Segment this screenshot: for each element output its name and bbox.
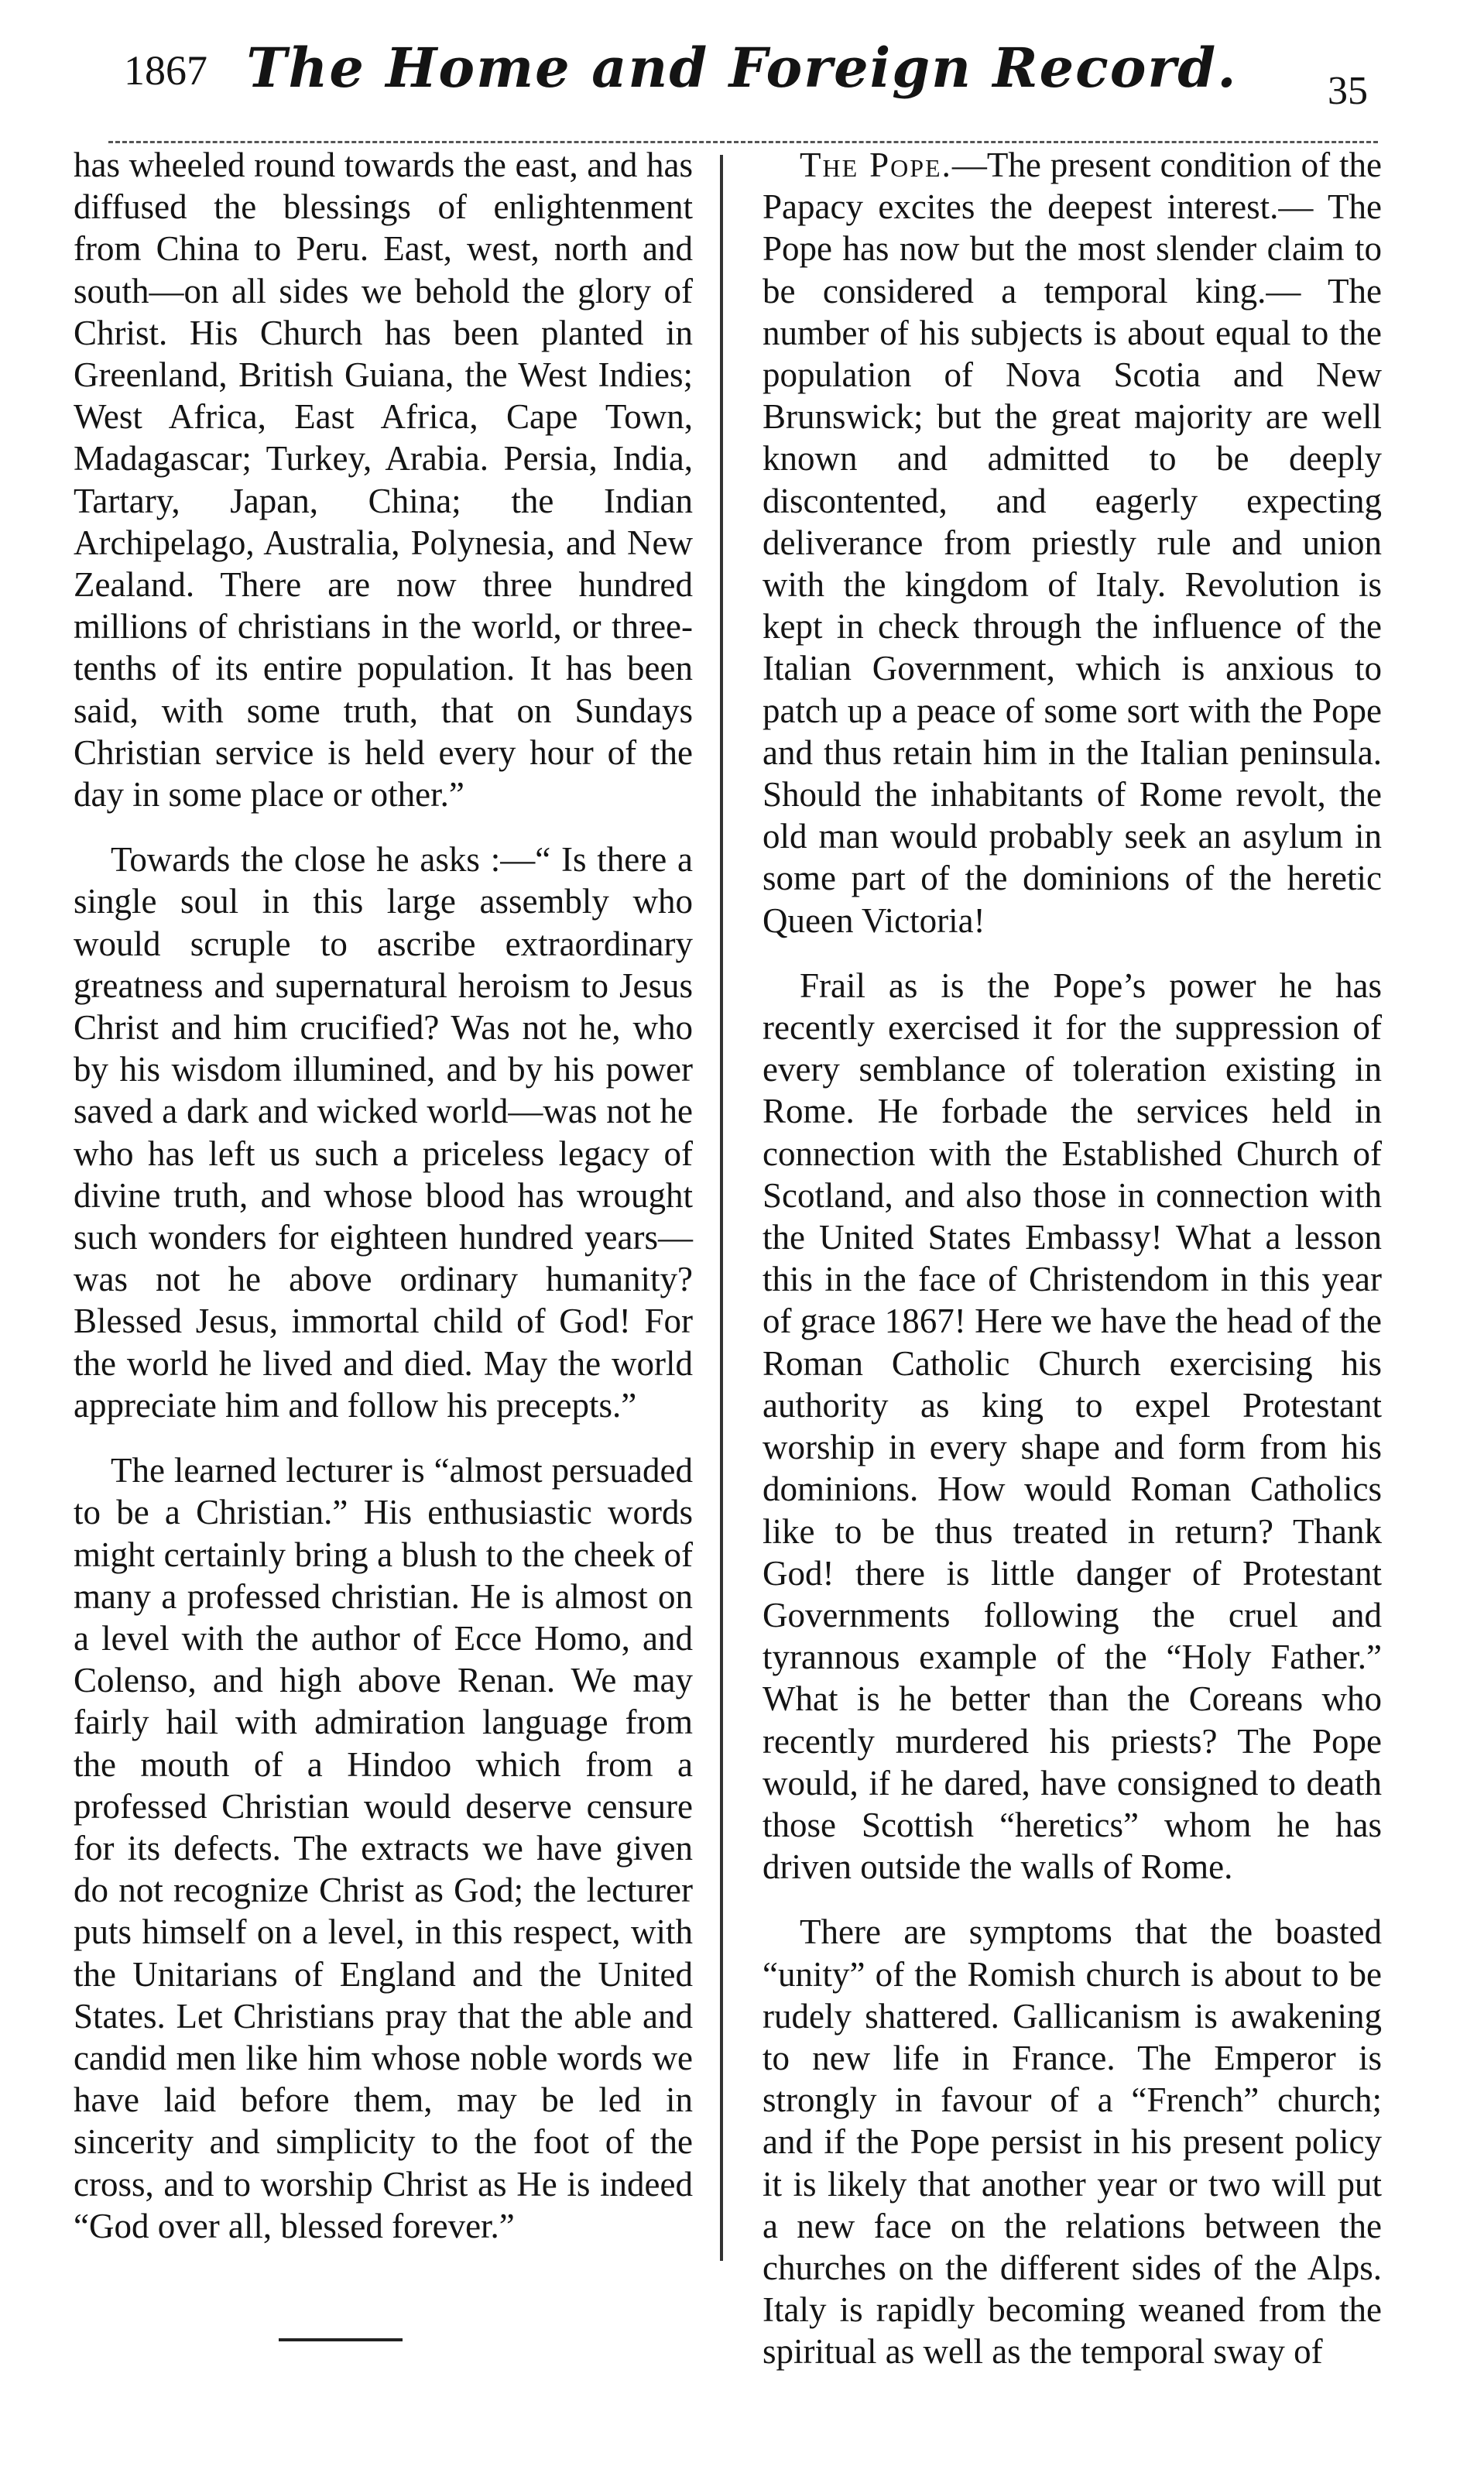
column-divider — [720, 155, 723, 2261]
article-end-rule — [279, 2338, 403, 2341]
left-paragraph-1: has wheeled round towards the east, and has diffused the blessings of enlightenment from China to Peru. East, west, north and south—on all sides we behold the glory of Christ. His Church has been planted in Greenland, British Guiana, the West Indies; West Africa, East Africa, Cape Town, Madagascar; Turkey, Arabia. Persia, India, Tartary, Japan, China; the Indian Archipelago, Australia, Polynesia, and New Zealand. There are now three hundred millions of christians in the world, or three-tenths of its entire population. It has been said, with some truth, that on Sundays Christian service is held every hour of the day in some place or other.” — [74, 146, 693, 815]
right-paragraph-1-text: —The present condition of the Papacy excites the deepest interest.— The Pope has now but the most slender claim to be considered a temporal king.— The number of his subjects is about equal to the population of Nova Scotia and New Brunswick; but the great majority are well known and admitted to be deeply discontented, and eagerly expecting deliverance from priestly rule and union with the kingdom of Italy. Revolution is kept in check through the influence of the Italian Government, which is anxious to patch up a peace of some sort with the Pope and thus retain him in the Italian peninsula. Should the inhabitants of Rome revolt, the old man would probably seek an asylum in some part of the dominions of the heretic Queen Victoria! — [763, 146, 1382, 940]
header-rule — [108, 141, 1378, 143]
left-paragraph-2: Towards the close he asks :—“ Is there a single soul in this large assembly who would scruple to ascribe extraordinary greatness and supernatural heroism to Jesus Christ and him crucified? Was not he, who by his wisdom illumined, and by his power saved a dark and wicked world—was not he who has left us such a priceless legacy of divine truth, and whose blood has wrought such wonders for eighteen hundred years—was not he above ordinary humanity? Blessed Jesus, immortal child of God! For the world he lived and died. May the world appreciate him and follow his precepts.” — [74, 840, 693, 1425]
page-number: 35 — [1328, 69, 1368, 113]
right-paragraph-2: Frail as is the Pope’s power he has recently exercised it for the suppression of every semblance of toleration existing in Rome. He forbade the services held in connection with the Established Church of Scotland, and also those in connection with the United States Embassy! What a lesson this in the face of Christendom in this year of grace 1867! Here we have the head of the Roman Catholic Church exercising his authority as king to expel Protestant worship in every shape and form from his dominions. How would Roman Catholics like to be thus treated in return? Thank God! there is little danger of Protestant Governments following the cruel and tyrannous example of the “Holy Father.” What is he better than the Coreans who recently murdered his priests? The Pope would, if he dared, have consigned to death those Scottish “heretics” whom he has driven outside the walls of Rome. — [763, 966, 1382, 1887]
left-column — [74, 144, 693, 2270]
right-paragraph-3: There are symptoms that the boasted “unity” of the Romish church is about to be rudely shattered. Gallicanism is awakening to new life in France. The Emperor is strongly in favour of a “French” church; and if the Pope persist in his present policy it is likely that another year or two will put a new face on the relations between the churches on the different sides of the Alps. Italy is rapidly becoming weaned from the spiritual as well as the temporal sway of — [763, 1912, 1382, 2372]
journal-title: The Home and Foreign Record. — [246, 36, 1238, 100]
right-paragraph-1 — [763, 144, 1382, 942]
section-heading-the-pope: The Pope. — [800, 146, 952, 184]
page-header — [0, 31, 1484, 124]
header-year: 1867 — [124, 47, 207, 94]
right-column — [763, 144, 1382, 2396]
left-paragraph-3: The learned lecturer is “almost persuaded to be a Christian.” His enthusiastic words might certainly bring a blush to the cheek of many a professed christian. He is almost on a level with the author of Ecce Homo, and Colenso, and high above Renan. We may fairly hail with admiration language from the mouth of a Hindoo which from a professed Christian would deserve censure for its defects. The extracts we have given do not recognize Christ as God; the lecturer puts himself on a level, in this respect, with the Unitarians of England and the United States. Let Christians pray that the able and candid men like him whose noble words we have laid before them, may be led in sincerity and simplicity to the foot of the cross, and to worship Christ as He is indeed “God over all, blessed forever.” — [74, 1451, 693, 2245]
